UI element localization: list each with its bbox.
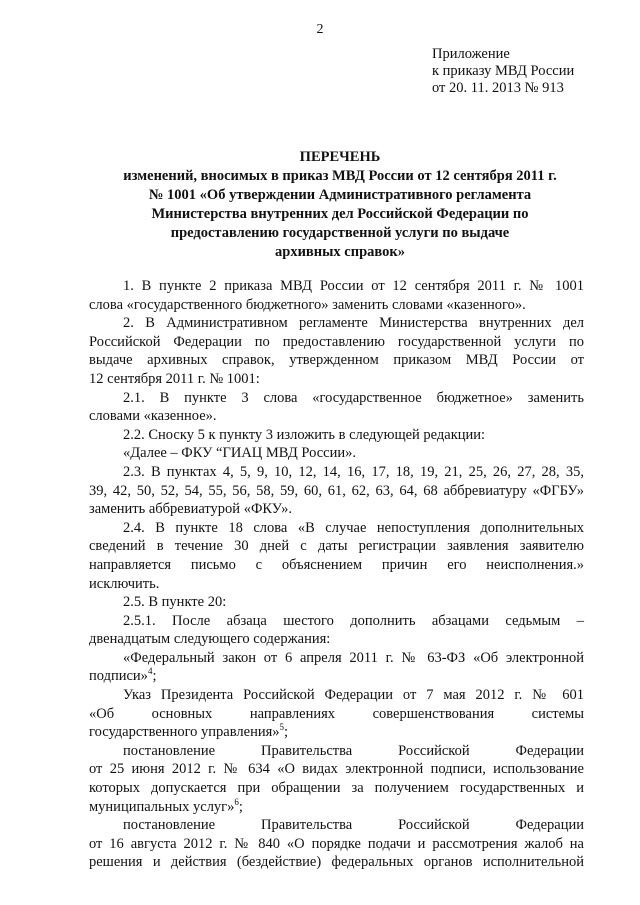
item-2-5-1-line-1: 2.5.1. После абзаца шестого дополнить абзацами седьмым – — [123, 612, 584, 629]
quote-presidential-decree — [89, 686, 584, 742]
item-2-5-1-line-2: двенадцатым следующего содержания: — [89, 631, 331, 648]
item-2-5 — [89, 593, 584, 612]
item-2-1 — [89, 389, 584, 426]
item-2-3 — [89, 463, 584, 519]
quote-2-text: государственного управления» — [89, 724, 280, 741]
item-2-3-line-3: заменить аббревиатурой «ФКУ». — [89, 501, 293, 518]
title-line-5: архивных справок» — [275, 244, 405, 260]
attachment-line-3 — [432, 80, 574, 97]
number-prefix: № — [521, 80, 543, 96]
document-body — [89, 277, 584, 872]
quote-3-end: ; — [238, 798, 243, 815]
item-2-3-line-2: 39, 42, 50, 52, 54, 55, 56, 58, 59, 60, 61, 62, 63, 64, 68 аббревиатуру «ФГБУ» — [89, 482, 584, 499]
attachment-line-2: к приказу МВД России — [432, 63, 575, 79]
quote-1-line-1: «Федеральный закон от 6 апреля 2011 г. № 63-ФЗ «Об электронной — [123, 649, 584, 666]
footnote-ref: 6 — [234, 796, 239, 807]
order-date: 20. 11. 2013 — [449, 80, 521, 96]
quote-2-line-3 — [89, 723, 584, 742]
quote-1-text: подписи» — [89, 668, 148, 685]
title-heading: ПЕРЕЧЕНЬ — [299, 149, 381, 165]
attachment-block — [432, 46, 574, 97]
item-2-5-1 — [89, 612, 584, 649]
item-2-5-line: 2.5. В пункте 20: — [123, 594, 227, 611]
quote-1-line-2 — [89, 667, 584, 686]
attachment-from: от — [432, 80, 450, 96]
item-2 — [89, 314, 584, 388]
item-2-3-line-1: 2.3. В пунктах 4, 5, 9, 10, 12, 14, 16, 17, 18, 19, 21, 25, 26, 27, 28, 35, — [123, 463, 584, 480]
item-2-2-line-2: «Далее – ФКУ “ГИАЦ МВД России». — [123, 445, 357, 462]
quote-3-line-4 — [89, 798, 584, 817]
item-2-4-line-4: исключить. — [89, 575, 160, 592]
title-line-1: изменений, вносимых в приказ МВД России от 12 сентября 2011 г. — [123, 168, 557, 184]
quote-4-line-3: решения и действия (бездействие) федеральных органов исполнительной — [89, 854, 584, 871]
quote-2-line-2: «Об основных направлениях совершенствования системы — [89, 705, 584, 722]
document-title — [100, 148, 580, 262]
quote-government-resolution-634 — [89, 742, 584, 816]
item-1 — [89, 277, 584, 314]
item-2-4 — [89, 519, 584, 593]
quote-2-end: ; — [284, 724, 289, 741]
item-1-line-1: 1. В пункте 2 приказа МВД России от 12 сентября 2011 г. № 1001 — [123, 278, 584, 294]
item-2-line-1: 2. В Административном регламенте Министерства внутренних дел — [123, 315, 584, 332]
quote-4-line-2: от 16 августа 2012 г. № 840 «О порядке подачи и рассмотрения жалоб на — [89, 835, 584, 852]
item-2-4-line-3: направляется письмо с объяснением причин его неисполнения.» — [89, 556, 584, 573]
quote-3-line-3: которых допускается при обращении за получением государственных и — [89, 780, 584, 797]
page-number: 2 — [316, 22, 324, 37]
item-2-2 — [89, 426, 584, 463]
footnote-ref: 4 — [147, 666, 153, 677]
attachment-line-1: Приложение — [432, 46, 510, 62]
title-line-3: Министерства внутренних дел Российской Федерации по — [151, 206, 529, 222]
title-line-4: предоставлению государственной услуги по выдаче — [170, 225, 510, 241]
quote-2-line-1: Указ Президента Российской Федерации от 7 мая 2012 г. № 601 — [123, 687, 584, 704]
item-2-2-line-1: 2.2. Сноску 5 к пункту 3 изложить в следующей редакции: — [123, 426, 486, 443]
quote-3-text: муниципальных услуг» — [89, 798, 235, 815]
item-2-line-4: 12 сентября 2011 г. № 1001: — [89, 370, 260, 387]
item-2-line-3: выдаче архивных справок, утвержденном приказом МВД России от — [89, 352, 584, 369]
item-2-line-2: Российской Федерации по предоставлению государственной услуги по — [89, 333, 584, 350]
item-2-4-line-2: сведений в течение 30 дней с даты регистрации заявления заявителю — [89, 538, 584, 555]
item-2-1-line-1: 2.1. В пункте 3 слова «государственное бюджетное» заменить — [123, 389, 584, 406]
quote-4-line-1: постановление Правительства Российской Федерации — [123, 817, 584, 834]
quote-3-line-2: от 25 июня 2012 г. № 634 «О видах электронной подписи, использование — [89, 761, 584, 778]
footnote-ref: 5 — [279, 722, 285, 733]
quote-federal-law — [89, 649, 584, 686]
title-line-2: № 1001 «Об утверждении Административного регламента — [148, 187, 532, 203]
quote-1-end: ; — [152, 668, 157, 685]
order-number: 913 — [542, 80, 564, 96]
item-1-line-2: слова «государственного бюджетного» заменить словами «казенного». — [89, 296, 526, 313]
quote-government-resolution-840 — [89, 816, 584, 872]
item-2-4-line-1: 2.4. В пункте 18 слова «В случае непоступления дополнительных — [123, 519, 584, 536]
item-2-1-line-2: словами «казенное». — [89, 408, 217, 425]
quote-3-line-1: постановление Правительства Российской Федерации — [123, 742, 584, 759]
